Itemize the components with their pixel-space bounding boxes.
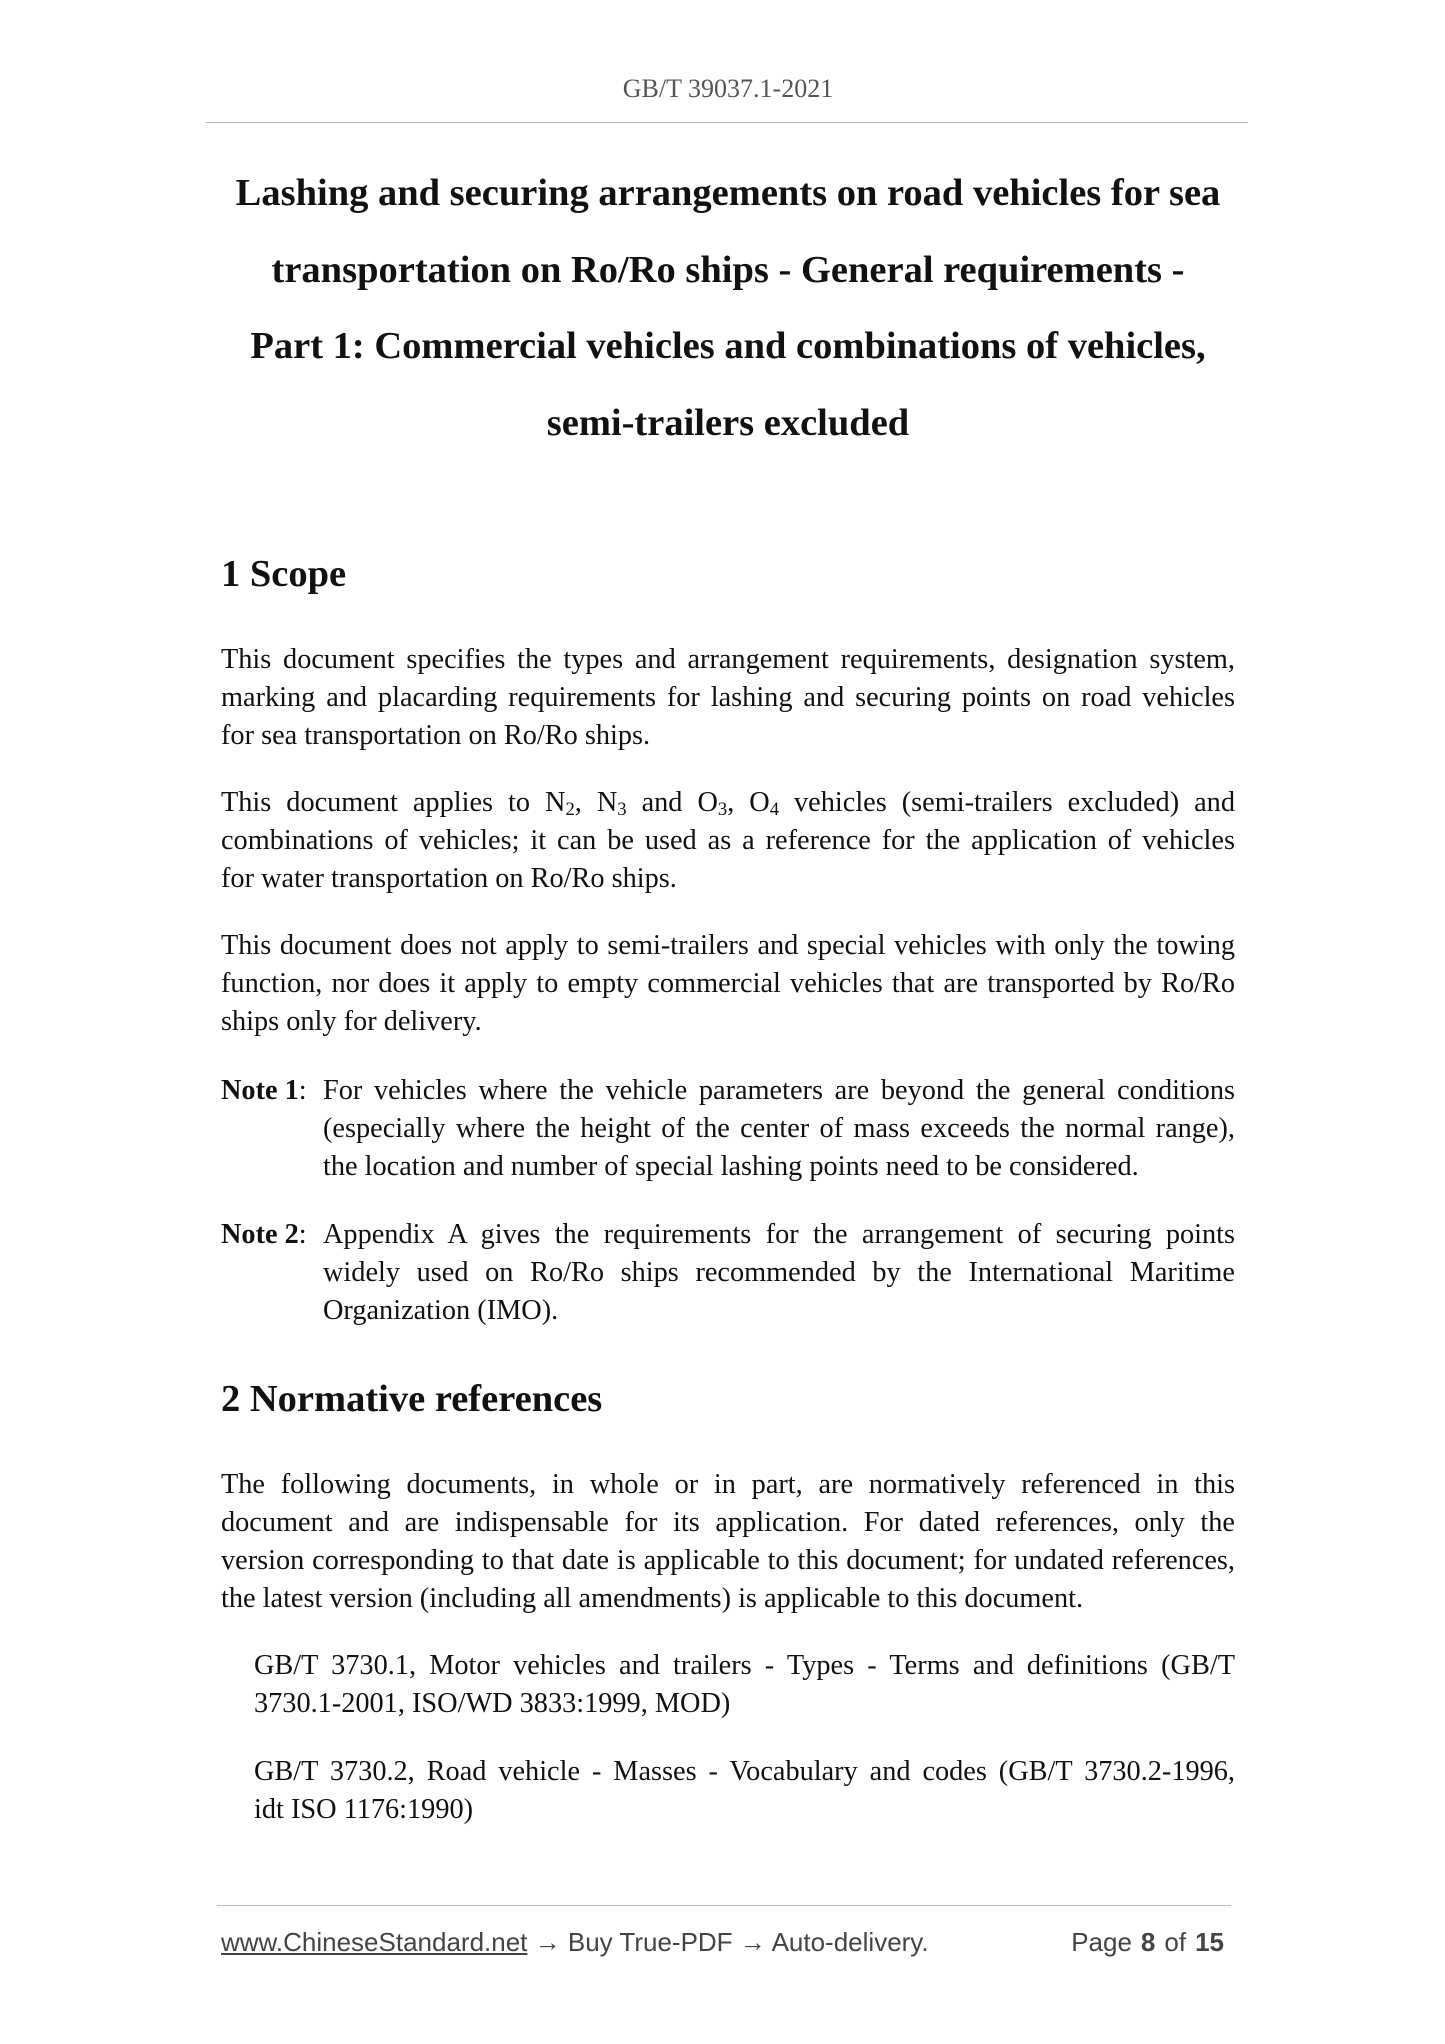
reference-item [254, 1647, 1235, 1723]
text-line: idt ISO 1176:1990) [254, 1794, 474, 1825]
text-line: widely used on Ro/Ro ships recommended by the International Maritime [323, 1257, 1235, 1288]
text-segment: and O [626, 787, 718, 818]
footer-promo-text: → Buy True-PDF → Auto-delivery. [527, 1927, 929, 1957]
note-label-text: Note 1 [221, 1075, 299, 1106]
text-line: the latest version (including all amendments) is applicable to this document. [221, 1583, 1084, 1614]
subscript: 3 [717, 799, 728, 821]
subscript: 4 [769, 799, 780, 821]
text-line: 3730.1-2001, ISO/WD 3833:1999, MOD) [254, 1688, 731, 1719]
text-segment: , N [574, 787, 618, 818]
normative-intro-paragraph [221, 1466, 1235, 1618]
subscript: 2 [565, 799, 575, 821]
section-heading-normative-references: 2 Normative references [221, 1378, 603, 1420]
header-divider [206, 122, 1248, 123]
title-line: transportation on Ro/Ro ships - General requirements - [271, 248, 1185, 291]
text-segment: This document applies to N [221, 787, 566, 818]
text-line: This document does not apply to semi-trailers and special vehicles with only the towing [221, 930, 1235, 961]
note-label [221, 1216, 323, 1254]
note-1 [221, 1072, 1235, 1186]
note-separator: : [298, 1075, 307, 1106]
note-label [221, 1072, 323, 1110]
text-line: Appendix A gives the requirements for the arrangement of securing points [323, 1219, 1235, 1250]
text-line: For vehicles where the vehicle parameters are beyond the general conditions [323, 1075, 1235, 1106]
note-separator: : [298, 1219, 307, 1250]
scope-paragraph [221, 784, 1235, 898]
document-title [221, 155, 1235, 461]
note-body [323, 1072, 1235, 1186]
page-of-label: of [1164, 1927, 1187, 1957]
text-segment: vehicles (semi-trailers excluded) and [779, 787, 1235, 818]
page-number: 8 [1140, 1927, 1156, 1957]
text-line: GB/T 3730.2, Road vehicle - Masses - Vocabulary and codes (GB/T 3730.2-1996, [254, 1756, 1235, 1787]
text-line: combinations of vehicles; it can be used as a reference for the application of vehicles [221, 825, 1235, 856]
title-line: semi-trailers excluded [546, 401, 910, 444]
running-header: GB/T 39037.1-2021 [622, 74, 834, 103]
subscript: 3 [617, 799, 627, 821]
text-line: the location and number of special lashing points need to be considered. [323, 1151, 1139, 1182]
text-line: version corresponding to that date is applicable to this document; for undated references, [221, 1545, 1235, 1576]
text-line: (especially where the height of the center of mass exceeds the normal range), [323, 1113, 1235, 1144]
text-line [221, 784, 1235, 822]
text-line: marking and placarding requirements for lashing and securing points on road vehicles [221, 682, 1235, 713]
scope-paragraph [221, 641, 1235, 755]
page-footer [221, 1926, 1224, 1958]
text-line: for water transportation on Ro/Ro ships. [221, 863, 677, 894]
text-line: ships only for delivery. [221, 1006, 482, 1037]
text-line: The following documents, in whole or in part, are normatively referenced in this [221, 1469, 1235, 1500]
note-label-text: Note 2 [221, 1219, 299, 1250]
text-line: function, nor does it apply to empty commercial vehicles that are transported by Ro/Ro [221, 968, 1235, 999]
text-segment: , O [727, 787, 770, 818]
text-line: for sea transportation on Ro/Ro ships. [221, 720, 651, 751]
footer-promo [221, 1926, 929, 1958]
text-line: Organization (IMO). [323, 1295, 559, 1326]
title-line: Lashing and securing arrangements on road vehicles for sea [235, 172, 1221, 214]
footer-divider [217, 1905, 1231, 1906]
title-line: Part 1: Commercial vehicles and combinations of vehicles, [250, 325, 1206, 367]
note-body [323, 1216, 1235, 1330]
page-total: 15 [1195, 1927, 1224, 1957]
scope-paragraph [221, 927, 1235, 1041]
page-label: Page [1071, 1927, 1132, 1957]
text-line: document and are indispensable for its application. For dated references, only the [221, 1507, 1235, 1538]
section-heading-scope: 1 Scope [221, 553, 347, 595]
text-line: This document specifies the types and arrangement requirements, designation system, [221, 644, 1235, 675]
note-2 [221, 1216, 1235, 1330]
website-link[interactable]: www.ChineseStandard.net [221, 1927, 528, 1957]
page-indicator [1071, 1926, 1224, 1958]
reference-item [254, 1753, 1235, 1829]
text-line: GB/T 3730.1, Motor vehicles and trailers - Types - Terms and definitions (GB/T [254, 1650, 1235, 1681]
